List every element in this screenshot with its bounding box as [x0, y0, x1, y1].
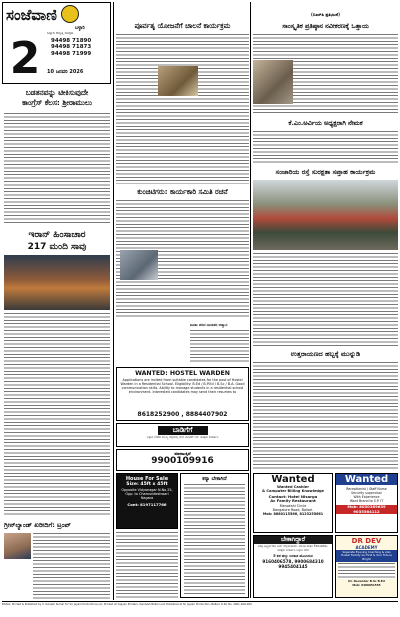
bottom-left-headline: ಗ್ರೀನ್‌ಲ್ಯಾಂಡ್ ಖರೀದಿಗೆ: ಟ್ರಂಪ್ [4, 521, 71, 529]
phone-list [51, 38, 111, 66]
right-top-headline: ಸಾಂಸ್ಕೃತಿಕ ಪ್ರತಿಷ್ಠಾನ ನವೀಕರಣಕ್ಕೆ ಒತ್ತಾಯ [282, 22, 369, 30]
jobs-ad-body: ಆಸಕ್ತ ಅಭ್ಯರ್ಥಿಗಳು ಅರ್ಜಿ ಸಲ್ಲಿಸಬಹುದು. ಮಾಸಿಕ ವೇತನ ₹10,000/- ಆಸಕ್ತರು ಸಂಪರ್ಕಿಸಿ ಬಳ್ಳಾರಿ ನಗರ [257, 544, 329, 552]
jobs-ad [253, 535, 333, 598]
house-sale-size: Size: 45ft x 45ft [126, 482, 168, 487]
iran-headline: ಇರಾನ್ ಹಿಂಸಾಚಾರ 217 ಮಂದಿ ಸಾವು [27, 230, 87, 252]
wanted-small-body: Receptionist / Staff Nurse Security supervisor With Experience Want Brand to S.P. IT [346, 487, 387, 503]
wanted-small-ad [335, 473, 398, 533]
wanted-hotel-subtitle: Wanted Cashier & Computer Billing Knowledge [262, 485, 324, 494]
wanted-hotel-mob: Mob: 8880115566, 8123255661 [262, 512, 324, 517]
masthead-date: 10 ಜನವರಿ 2026 [47, 69, 84, 75]
footer-imprint: Edited, Printed & Published by V. Ganesh Kumar for Sri Jayam Productions (A). Printed at Vijayan Printers, Sandesh Ballari and Published at Sri Jayam Production, Ballari. R.N.I No. 2001-KAR-000 [2, 603, 252, 606]
bottom-left-body [33, 533, 110, 599]
rent-ad-title: ಬಾಡಿಗೆಗೆ [158, 426, 208, 435]
house-sale-title: House For Sale [125, 476, 169, 482]
center-top-photo [158, 66, 198, 96]
small-mid-headline: ಜನತಾ ದಳದ ನಾಯಕರ ಆಹ್ವಾನ [190, 323, 228, 327]
right-top-photo [253, 60, 293, 104]
center-mid-headline: ಕುಂಚಿಟಿಗರು: ಕಾರ್ಯಕಾರಿ ಸಮಿತಿ ರಚನೆ [137, 188, 228, 196]
sale-ad-phone: 9900109916 [151, 456, 214, 466]
hostel-ad-phones: 8618252900 , 8884407902 [137, 411, 228, 418]
house-sale-ad [116, 473, 178, 529]
center-divider [250, 2, 251, 598]
wanted-hotel-address: Menakshi Circle Bangalore Road, Ballari. [272, 504, 314, 513]
right-mid-body [253, 131, 398, 163]
dr-dev-details [338, 563, 395, 579]
hostel-warden-ad [116, 367, 249, 421]
phone-3: 94498 71999 [51, 50, 92, 57]
rent-ad [116, 423, 249, 447]
phone-1: 94498 71890 [51, 38, 92, 44]
jobs-ad-phones: 9160406578, 9900684310 9945404145 [262, 558, 324, 569]
jobs-ad-title: ಬೇಕಾಗಿದ್ದಾರೆ [254, 536, 332, 544]
jobs-ad-highlight: 5 ಕಡೆ ಹೆಚ್ಚು ಅವಕಾಶ ಹೊಂದಿರುವ [273, 553, 313, 558]
wanted-small-title: Wanted [336, 474, 397, 485]
uttarayana-headline: ಉತ್ತರಾಯಣದ ಹಬ್ಬಕ್ಕೆ ಮುನ್ನುಡಿ [290, 350, 361, 358]
iran-photo [4, 255, 110, 310]
center-top-headline: ಪೂರ್ವತೃ ಯೋಜನೆಗೆ ಚಾಲನೆ ಕಾರ್ಯಕ್ರಮ [134, 22, 231, 30]
column-divider [113, 2, 114, 600]
masthead-logo-icon [61, 5, 79, 23]
wanted-hotel-contact: Contact: Hotel Nisarga Ac Family Restaurant [268, 493, 318, 504]
masthead-title: ಸಂಜೆವಾಣಿ [4, 4, 109, 26]
phone-2: 94498 71873 [51, 44, 92, 51]
hostel-ad-body: Applications are invited from suitable candidates for the post of Hostel Warden in a Residential School. Eligibility: B.Ed / B.P.Ed / B.Sc / B.A. Good communication skills. Ability to manage students in a residential school environment. Interested candidates may send their resumes to [120, 378, 245, 394]
kanya-ad-title: ಕನ್ಯಾ ಬೇಕಾಗಿದೆ [202, 476, 227, 482]
dr-dev-footer: Dr. Devender B.Sc B.Ed Mob: 9480051555 [348, 579, 385, 587]
wanted-small-phones: Mob: 8050369639 9035564112 [336, 505, 397, 514]
sale-ad [116, 449, 249, 471]
small-mid-body [190, 330, 249, 364]
house-sale-body: Opposite Vidyanagar N.No.25, Opp. to Chamundeshwari Nagara [121, 488, 173, 501]
wanted-hotel-title: Wanted [271, 474, 315, 485]
dr-dev-title: DR DEV [351, 537, 382, 545]
edition-volume: ಬಳ್ಳಾರಿ ಆವೃತ್ತಿ ಸಂಪುಟ [47, 31, 74, 35]
lead-left-headline: ಬಡತನವನ್ನು ಟೀಕಿಸುವುದೇ ಕಾಂಗ್ರೆಸ್ ಕೆಲಸ: ಶ್ರೀರಾಮುಲು [22, 88, 92, 107]
road-safety-body [253, 253, 398, 346]
house-sale-phone: Cont: 8197117766 [127, 501, 167, 507]
wanted-hotel-ad [253, 473, 333, 533]
road-safety-photo [253, 180, 398, 250]
hostel-ad-title: WANTED: HOSTEL WARDEN [135, 370, 230, 377]
edition-label: ಬಳ್ಳಾರಿ [75, 26, 85, 31]
center-top-body [116, 34, 249, 184]
sale-ad-title: ಮಾರಾಟಕ್ಕಿದೆ [174, 451, 191, 456]
lead-left-body [4, 113, 110, 225]
trump-photo [4, 533, 31, 559]
rent-ad-body: ಬಳ್ಳಾರಿ ನಗರದ ಮುಖ್ಯ ರಸ್ತೆಯಲ್ಲಿ ಮನೆ ಬಾಡಿಗೆಗೆ ಇದೆ. ಆಸಕ್ತರು ಸಂಪರ್ಕಿಸಿ [146, 435, 219, 439]
center-mid-photo [120, 250, 158, 280]
dr-dev-ad [335, 535, 398, 598]
dr-dev-tagline: Separate Evening Coaching & Also Hostel Facility Go First & Your Future Bright [336, 550, 397, 562]
kanya-ad-body [184, 484, 245, 594]
right-top-kicker: (ಬಿಎಸ್‌ಪಿ ಪ್ರತಿಭಟನೆ) [311, 12, 340, 17]
masthead [2, 2, 111, 84]
iran-body [4, 313, 110, 516]
right-mid-headline: ಕೆ.ಎಂ.ಅರ್ವಿಯ ಅಧ್ಯಕ್ಷರಾಗಿ ನೇಮಕ [288, 119, 363, 127]
center-bottom-notices [116, 532, 178, 598]
kanya-ad [180, 473, 249, 598]
page-number: 2 [9, 37, 41, 81]
uttarayana-body [253, 362, 398, 470]
footer-rule [2, 601, 398, 602]
dr-dev-subtitle: ACADEMY [355, 545, 378, 550]
road-safety-headline: ಸಂಚಾರಿಯ ರಸ್ತೆ ಸುರಕ್ಷತಾ ಸಪ್ತಾಹ ಕಾರ್ಯಕ್ರಮ [275, 168, 376, 176]
